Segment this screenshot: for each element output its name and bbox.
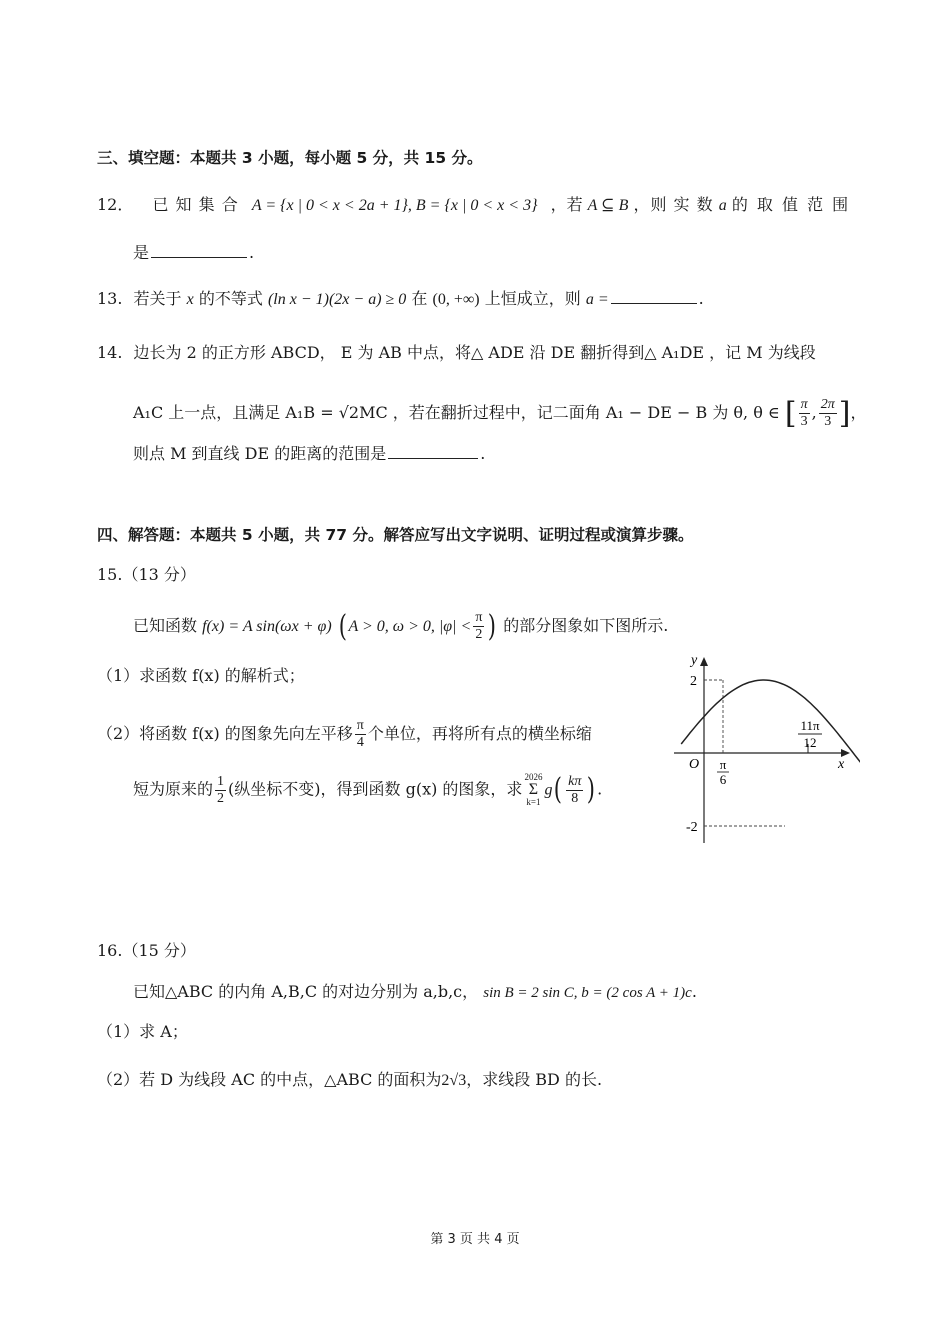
sum-upper-limit: 2026 bbox=[524, 772, 543, 782]
fraction-numerator: π bbox=[475, 610, 483, 625]
question-14-line-2: A₁C 上一点，且满足 A₁B = √2MC ，若在翻折过程中，记二面角 A₁ − DE − B 为 θ, θ ∈ [ $\frac{\pi}{3}$ , $\frac{2\pi}{3}$ ]， bbox=[133, 395, 867, 431]
punctuation: . bbox=[698, 289, 704, 308]
question-15-text: 已知函数 bbox=[133, 616, 198, 635]
question-12-sets: A = {x | 0 < x < 2a + 1}, B = {x | 0 < x < 3} bbox=[251, 197, 538, 214]
question-13-interval: (0, +∞) bbox=[432, 291, 480, 308]
question-12-text: ，若 bbox=[550, 195, 583, 214]
page-footer: 第 3 页 共 4 页 bbox=[430, 1232, 520, 1247]
tick-label-numerator: 11π bbox=[800, 718, 820, 733]
question-15-text: （2）将函数 f(x) 的图象先向左平移 bbox=[97, 724, 353, 743]
question-14-line-1 bbox=[97, 343, 816, 363]
fraction-denominator: 3 bbox=[824, 414, 832, 429]
question-13-number: 13. bbox=[97, 289, 123, 308]
tick-label-denominator: 6 bbox=[719, 772, 727, 787]
question-16-part-2 bbox=[97, 1070, 602, 1091]
section-4-heading: 四、解答题：本题共 5 小题，共 77 分。解答应写出文字说明、证明过程或演算步骤。 bbox=[97, 526, 694, 544]
question-16-number: 16.（15 分） bbox=[97, 941, 196, 960]
question-16-text: （2）若 D 为线段 AC 的中点，△ABC 的面积为 bbox=[97, 1070, 442, 1089]
fraction-numerator: π bbox=[356, 718, 364, 733]
punctuation: . bbox=[249, 243, 255, 262]
y-min-label: -2 bbox=[686, 820, 698, 835]
question-13-text: 上恒成立，则 bbox=[484, 289, 581, 308]
question-15-part-2-line-2: 短为原来的 $\frac{1}{2}$ (纵坐标不变)，得到函数 g(x) 的图象，求 2026 Σ k=1 g( $\frac{k\pi}{8}$ ) . bbox=[133, 772, 603, 807]
question-15-conditions: A > 0, ω > 0, |φ| < bbox=[348, 618, 472, 635]
question-14-text: 边长为 2 的正方形 ABCD， E 为 AB 中点，将△ ADE 沿 DE 翻折得到△ A₁DE ，记 M 为线段 bbox=[133, 343, 816, 362]
fraction-denominator: 8 bbox=[571, 790, 579, 806]
punctuation: . bbox=[691, 982, 697, 1001]
question-15-text: (纵坐标不变)，得到函数 g(x) 的图象，求 bbox=[228, 779, 523, 799]
question-14-number: 14. bbox=[97, 343, 123, 362]
question-13-line bbox=[97, 289, 704, 310]
question-12-subset: A ⊆ B bbox=[587, 197, 629, 214]
sum-lower-limit: k=1 bbox=[526, 797, 541, 807]
punctuation: . bbox=[597, 779, 603, 799]
question-15-function: f(x) = A sin(ωx + φ) bbox=[202, 618, 332, 635]
punctuation: . bbox=[480, 444, 486, 463]
fraction-denominator: 3 bbox=[800, 414, 808, 429]
fraction-numerator: kπ bbox=[568, 773, 582, 789]
question-13-text: 若关于 bbox=[133, 289, 182, 308]
fraction-numerator: 2π bbox=[820, 397, 835, 412]
question-15-stem: 已知函数 f(x) = A sin(ωx + φ) ( A > 0, ω > 0, |φ| < $\frac{\pi}{2}$ ) 的部分图象如下图所示. bbox=[133, 608, 669, 644]
origin-label: O bbox=[689, 757, 700, 772]
x-axis-arrow bbox=[841, 749, 850, 757]
question-12-number: 12． bbox=[97, 195, 134, 214]
question-13-ask: a = bbox=[585, 291, 609, 308]
question-12-text: 是 bbox=[133, 243, 150, 262]
question-16-area: 2√3 bbox=[441, 1072, 467, 1089]
question-13-text: 的不等式 bbox=[198, 289, 263, 308]
question-15-number: 15.（13 分） bbox=[97, 565, 196, 584]
question-12-text: 已 知 集 合 bbox=[152, 195, 239, 214]
question-16-equation: sin B = 2 sin C, b = (2 cos A + 1)c bbox=[483, 985, 692, 1001]
y-axis-arrow bbox=[700, 657, 708, 666]
question-15-text: 个单位，再将所有点的横坐标缩 bbox=[367, 724, 592, 743]
x-axis-label: x bbox=[838, 757, 845, 772]
function-graph bbox=[660, 648, 860, 848]
question-14-text: 则点 M 到直线 DE 的距离的范围是 bbox=[133, 444, 387, 463]
fraction-denominator: 2 bbox=[217, 790, 225, 806]
question-16-text: ，求线段 BD 的长. bbox=[466, 1070, 603, 1089]
question-14-line-3 bbox=[133, 444, 485, 464]
question-15-text: 短为原来的 bbox=[133, 779, 214, 799]
question-16-part-1: （1）求 A； bbox=[97, 1022, 188, 1041]
answer-blank[interactable] bbox=[388, 457, 478, 459]
fraction-denominator: 4 bbox=[356, 735, 364, 750]
answer-blank[interactable] bbox=[611, 302, 697, 304]
question-16-text: 已知△ABC 的内角 A,B,C 的对边分别为 a,b,c， bbox=[133, 982, 479, 1001]
sum-function: g bbox=[544, 781, 553, 799]
question-15-part-2-line-1 bbox=[97, 719, 592, 750]
tick-label-numerator: π bbox=[719, 757, 727, 772]
answer-blank[interactable] bbox=[151, 256, 247, 258]
question-12-text: ，则 实 数 bbox=[633, 195, 714, 214]
question-15-text: 的部分图象如下图所示. bbox=[503, 616, 669, 635]
y-axis-label: y bbox=[691, 653, 698, 668]
fraction-numerator: 1 bbox=[217, 773, 225, 789]
question-13-variable: x bbox=[186, 291, 194, 308]
fraction-numerator: π bbox=[800, 397, 808, 412]
question-12-text: 的 取 值 范 围 bbox=[731, 195, 851, 214]
punctuation: ， bbox=[850, 403, 867, 422]
question-13-inequality: (ln x − 1)(2x − a) ≥ 0 bbox=[267, 291, 407, 308]
question-14-text: A₁C 上一点，且满足 A₁B = √2MC ，若在翻折过程中，记二面角 A₁ − DE − B 为 θ, θ ∈ bbox=[133, 403, 780, 422]
section-3-heading: 三、填空题：本题共 3 小题，每小题 5 分，共 15 分。 bbox=[97, 149, 483, 167]
tick-label-denominator: 12 bbox=[803, 735, 817, 750]
fraction-denominator: 2 bbox=[475, 627, 483, 642]
question-13-text: 在 bbox=[411, 289, 428, 308]
question-12-line-2 bbox=[133, 243, 254, 263]
y-max-label: 2 bbox=[690, 674, 697, 689]
question-15-part-1: （1）求函数 f(x) 的解析式； bbox=[97, 666, 305, 685]
question-12-variable: a bbox=[718, 197, 727, 214]
question-12-line-1 bbox=[97, 195, 850, 216]
question-16-stem bbox=[133, 982, 697, 1003]
